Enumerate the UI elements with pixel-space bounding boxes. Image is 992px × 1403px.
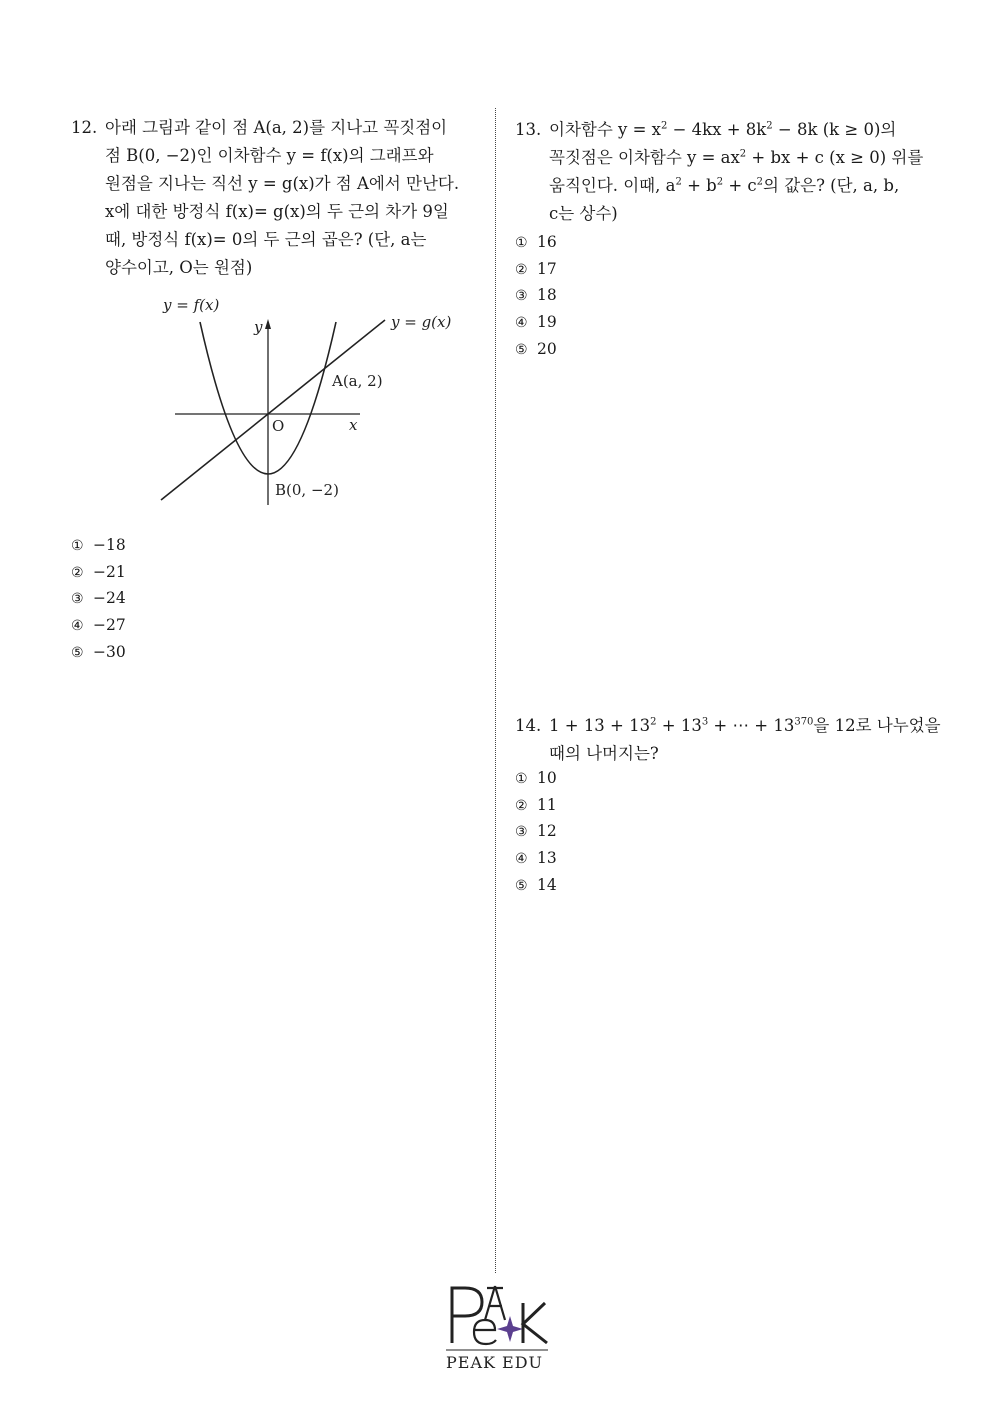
answer-choice[interactable]: ② −21	[71, 562, 126, 581]
answer-choice[interactable]: ⑤ 20	[515, 339, 557, 358]
label-point-B: B(0, −2)	[275, 481, 339, 499]
answer-choice[interactable]: ④ 13	[515, 849, 557, 868]
y-axis-arrow	[265, 319, 271, 329]
question-text-line: 움직인다. 이때, $a^2 + b^2 + c^2$의 값은? (단, a, b,	[549, 176, 900, 195]
question-text-line: $1 + 13 + 13^2 + 13^3$ + ⋯ + $13^{370}$을 12로 나누었을	[549, 716, 941, 735]
brand-name: PEAK EDU	[446, 1353, 544, 1372]
answer-choice[interactable]: ③ −24	[71, 589, 126, 608]
answer-choice[interactable]: ① 16	[515, 233, 557, 251]
answer-choices-q14	[515, 765, 557, 898]
question-text-line: 점 B(0, −2)인 이차함수 y = f(x)의 그래프와	[105, 146, 434, 165]
logo-letter-a	[485, 1286, 505, 1320]
column-divider	[495, 108, 496, 1273]
answer-choice[interactable]: ④ 19	[515, 313, 557, 332]
answer-choices-q12	[71, 532, 126, 665]
question-text-line: 때, 방정식 f(x)= 0의 두 근의 곱은? (단, a는	[105, 230, 427, 249]
label-y-axis: y	[254, 318, 263, 336]
graph-figure	[150, 290, 470, 520]
question-text-line: 꼭짓점은 이차함수 $y = ax^2$ + bx + c (x ≥ 0) 위를	[549, 148, 924, 167]
question-13	[515, 116, 935, 228]
question-text-line: 양수이고, O는 원점)	[105, 258, 253, 277]
question-text-line: 아래 그림과 같이 점 A(a, 2)를 지나고 꼭짓점이	[105, 118, 448, 137]
question-number: 12.	[71, 118, 98, 137]
answer-choice[interactable]: ① −18	[71, 536, 126, 554]
question-text-line: 이차함수 $y = x^2 - 4kx + 8k^2 - 8k$ (k ≥ 0)의	[549, 120, 897, 139]
answer-choice[interactable]: ⑤ −30	[71, 642, 126, 661]
answer-choice[interactable]: ④ −27	[71, 616, 126, 635]
answer-choice[interactable]: ② 17	[515, 259, 557, 278]
question-number: 13.	[515, 120, 542, 139]
label-g: y = g(x)	[391, 313, 452, 331]
question-number: 14.	[515, 716, 542, 735]
label-origin: O	[272, 417, 285, 435]
question-text-line: 때의 나머지는?	[549, 744, 659, 763]
label-point-A: A(a, 2)	[332, 372, 383, 390]
logo-letter-k	[523, 1303, 547, 1343]
answer-choice[interactable]: ⑤ 14	[515, 875, 557, 894]
answer-choice[interactable]: ③ 18	[515, 286, 557, 305]
answer-choice[interactable]: ① 10	[515, 769, 557, 787]
logo-letter-e	[474, 1320, 496, 1344]
label-x-axis: x	[349, 416, 358, 434]
peak-logo	[440, 1278, 555, 1373]
question-text-line: c는 상수)	[549, 204, 618, 223]
answer-choice[interactable]: ② 11	[515, 795, 557, 814]
answer-choice[interactable]: ③ 12	[515, 822, 557, 841]
answer-choices-q13	[515, 229, 557, 362]
question-14	[515, 712, 941, 768]
question-text-line: 원점을 지나는 직선 y = g(x)가 점 A에서 만난다.	[105, 174, 460, 193]
question-text-line: x에 대한 방정식 f(x)= g(x)의 두 근의 차가 9일	[105, 202, 449, 221]
logo-star-icon	[497, 1316, 523, 1342]
logo-letter-p	[452, 1288, 482, 1343]
label-f: y = f(x)	[163, 296, 220, 314]
question-12	[71, 114, 481, 282]
